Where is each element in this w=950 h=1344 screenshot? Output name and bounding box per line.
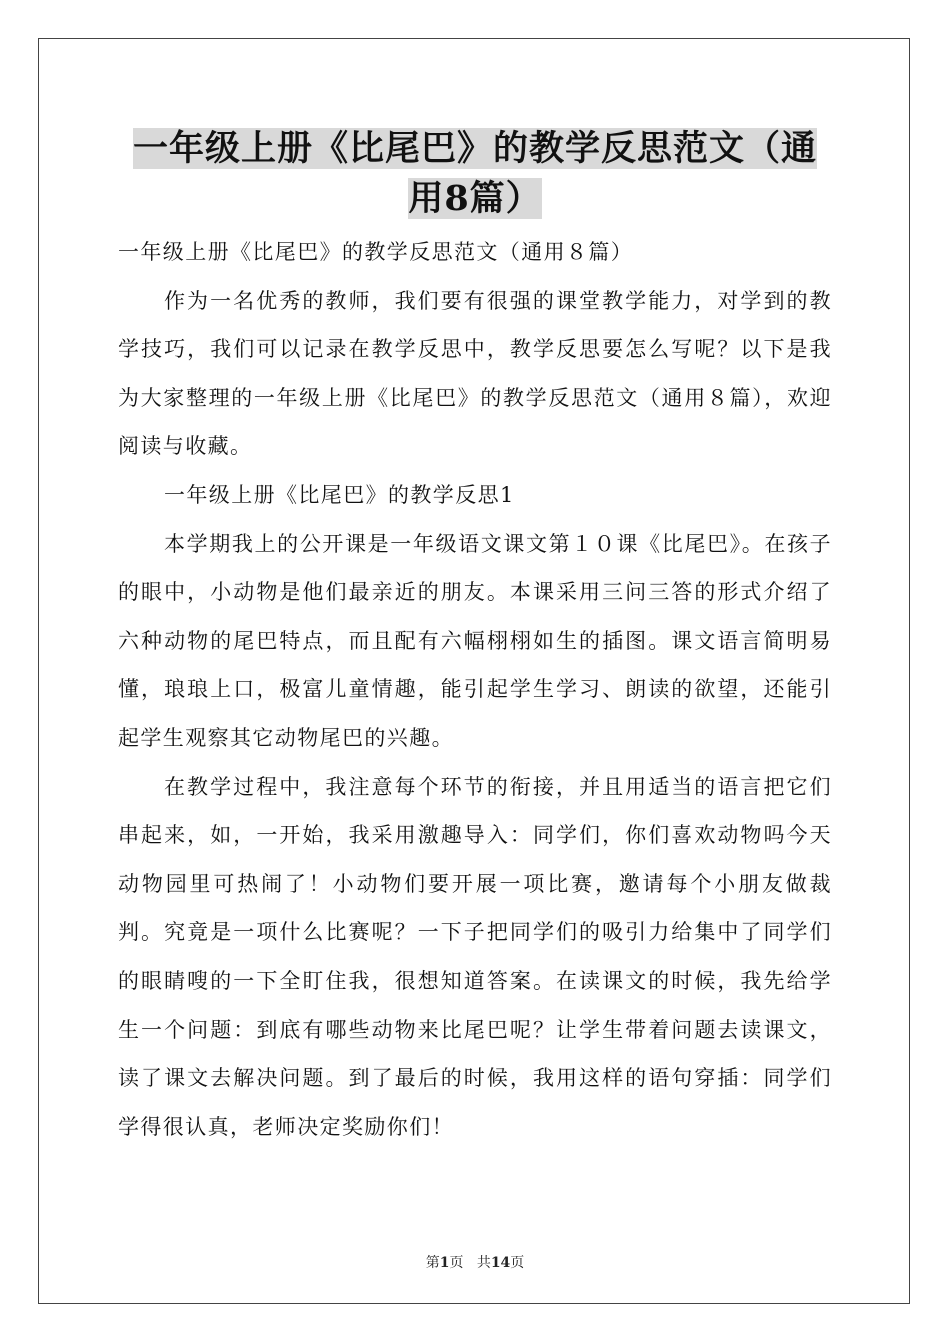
document-body [118, 228, 832, 1151]
footer-total-suffix: 页 [510, 1255, 525, 1271]
intro-paragraph: 作为一名优秀的教师，我们要有很强的课堂教学能力，对学到的教学技巧，我们可以记录在教学反思中，教学反思要怎么写呢？以下是我为大家整理的一年级上册《比尾巴》的教学反思范文（通用８篇），欢迎阅读与收藏。 [118, 288, 832, 459]
document-title [118, 124, 832, 224]
footer-total-prefix: 共 [476, 1255, 491, 1271]
footer-page-suffix: 页 [449, 1255, 464, 1271]
footer-total-pages: 14 [490, 1255, 511, 1271]
document-title-text: 一年级上册《比尾巴》的教学反思范文（通用8篇） [132, 128, 817, 219]
section-heading: 一年级上册《比尾巴》的教学反思1 [164, 482, 515, 507]
footer-page-number: 1 [439, 1255, 450, 1271]
page-footer [0, 1252, 950, 1272]
body-paragraph-1: 本学期我上的公开课是一年级语文课文第１０课《比尾巴》。在孩子的眼中，小动物是他们最亲近的朋友。本课采用三问三答的形式介绍了六种动物的尾巴特点，而且配有六幅栩栩如生的插图。课文语言简明易懂，琅琅上口，极富儿童情趣，能引起学生学习、朗读的欲望，还能引起学生观察其它动物尾巴的兴趣。 [118, 531, 832, 750]
body-paragraph-2: 在教学过程中，我注意每个环节的衔接，并且用适当的语言把它们串起来，如，一开始，我采用激趣导入：同学们，你们喜欢动物吗今天动物园里可热闹了！小动物们要开展一项比赛，邀请每个小朋友做裁判。究竟是一项什么比赛呢？一下子把同学们的吸引力给集中了同学们的眼睛嗖的一下全盯住我，很想知道答案。在读课文的时候，我先给学生一个问题：到底有哪些动物来比尾巴呢？让学生带着问题去读课文，读了课文去解决问题。到了最后的时候，我用这样的语句穿插：同学们学得很认真，老师决定奖励你们！ [118, 774, 832, 1139]
footer-prefix: 第 [425, 1255, 440, 1271]
subtitle-line: 一年级上册《比尾巴》的教学反思范文（通用８篇） [118, 240, 634, 264]
